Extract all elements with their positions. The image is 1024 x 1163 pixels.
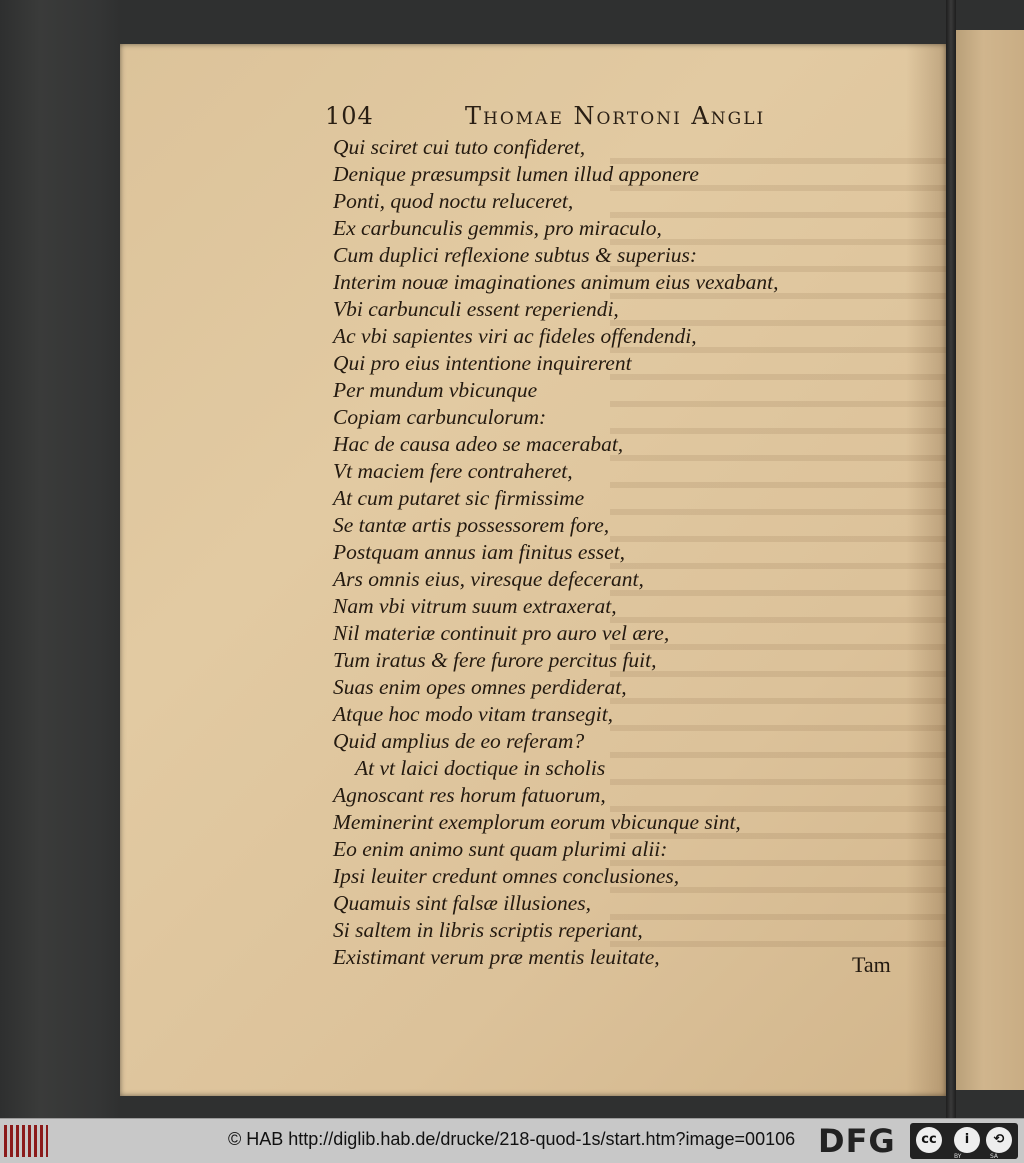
facing-page-edge xyxy=(956,30,1024,1090)
cc-icon: cc xyxy=(916,1127,942,1153)
text-line: Ars omnis eius, viresque defecerant, xyxy=(333,567,644,591)
text-line: Cum duplici reflexione subtus & superius: xyxy=(333,243,698,267)
text-line: Existimant verum præ mentis leuitate, xyxy=(333,945,660,969)
text-line: Nam vbi vitrum suum extraxerat, xyxy=(333,594,617,618)
attribution-icon: i xyxy=(954,1127,980,1153)
text-line: Copiam carbunculorum: xyxy=(333,405,547,429)
text-line: Postquam annus iam finitus esset, xyxy=(333,540,626,564)
text-line: At vt laici doctique in scholis xyxy=(355,756,606,780)
text-line: Suas enim opes omnes perdiderat, xyxy=(333,675,627,699)
license-sa-label: SA xyxy=(990,1153,999,1160)
text-line: Per mundum vbicunque xyxy=(333,378,538,402)
text-line: Denique præsumpsit lumen illud apponere xyxy=(333,162,699,186)
viewer-footer xyxy=(0,1118,1024,1163)
text-line: Tum iratus & fere furore percitus fuit, xyxy=(333,648,657,672)
text-line: Ipsi leuiter credunt omnes conclusiones, xyxy=(333,864,680,888)
text-line: Ac vbi sapientes viri ac fideles offendendi, xyxy=(333,324,697,348)
text-line: Vt maciem fere contraheret, xyxy=(333,459,573,483)
text-line: Hac de causa adeo se macerabat, xyxy=(333,432,624,456)
dfg-logo: DFG xyxy=(818,1122,896,1160)
copyright-link[interactable]: © HAB http://diglib.hab.de/drucke/218-quod-1s/start.htm?image=00106 xyxy=(228,1129,796,1149)
text-line: At cum putaret sic firmissime xyxy=(333,486,585,510)
running-head xyxy=(325,102,885,136)
text-line: Eo enim animo sunt quam plurimi alii: xyxy=(333,837,668,861)
text-line: Qui sciret cui tuto confideret, xyxy=(333,135,586,159)
poem-text xyxy=(333,134,893,971)
barcode-icon xyxy=(4,1125,48,1157)
page-number: 104 xyxy=(325,102,374,130)
text-line: Vbi carbunculi essent reperiendi, xyxy=(333,297,619,321)
text-line: Interim nouæ imaginationes animum eius vexabant, xyxy=(333,270,779,294)
text-line: Atque hoc modo vitam transegit, xyxy=(333,702,614,726)
share-alike-icon: ⟲ xyxy=(986,1127,1012,1153)
text-line: Ex carbunculis gemmis, pro miraculo, xyxy=(333,216,662,240)
running-title: Thomae Nortoni Angli xyxy=(465,102,766,130)
text-line: Agnoscant res horum fatuorum, xyxy=(333,783,606,807)
text-line: Si saltem in libris scriptis reperiant, xyxy=(333,918,643,942)
text-line: Quamuis sint falsæ illusiones, xyxy=(333,891,592,915)
text-line: Se tantæ artis possessorem fore, xyxy=(333,513,610,537)
license-by-label: BY xyxy=(954,1153,962,1160)
text-line: Nil materiæ continuit pro auro vel ære, xyxy=(333,621,670,645)
text-line: Meminerint exemplorum eorum vbicunque sint, xyxy=(333,810,741,834)
book-gutter xyxy=(946,0,956,1118)
text-line: Quid amplius de eo referam? xyxy=(333,729,585,753)
text-line: Qui pro eius intentione inquirerent xyxy=(333,351,632,375)
catchword: Tam xyxy=(852,952,891,977)
cc-license-badge[interactable] xyxy=(910,1123,1018,1159)
text-line: Ponti, quod noctu reluceret, xyxy=(333,189,574,213)
